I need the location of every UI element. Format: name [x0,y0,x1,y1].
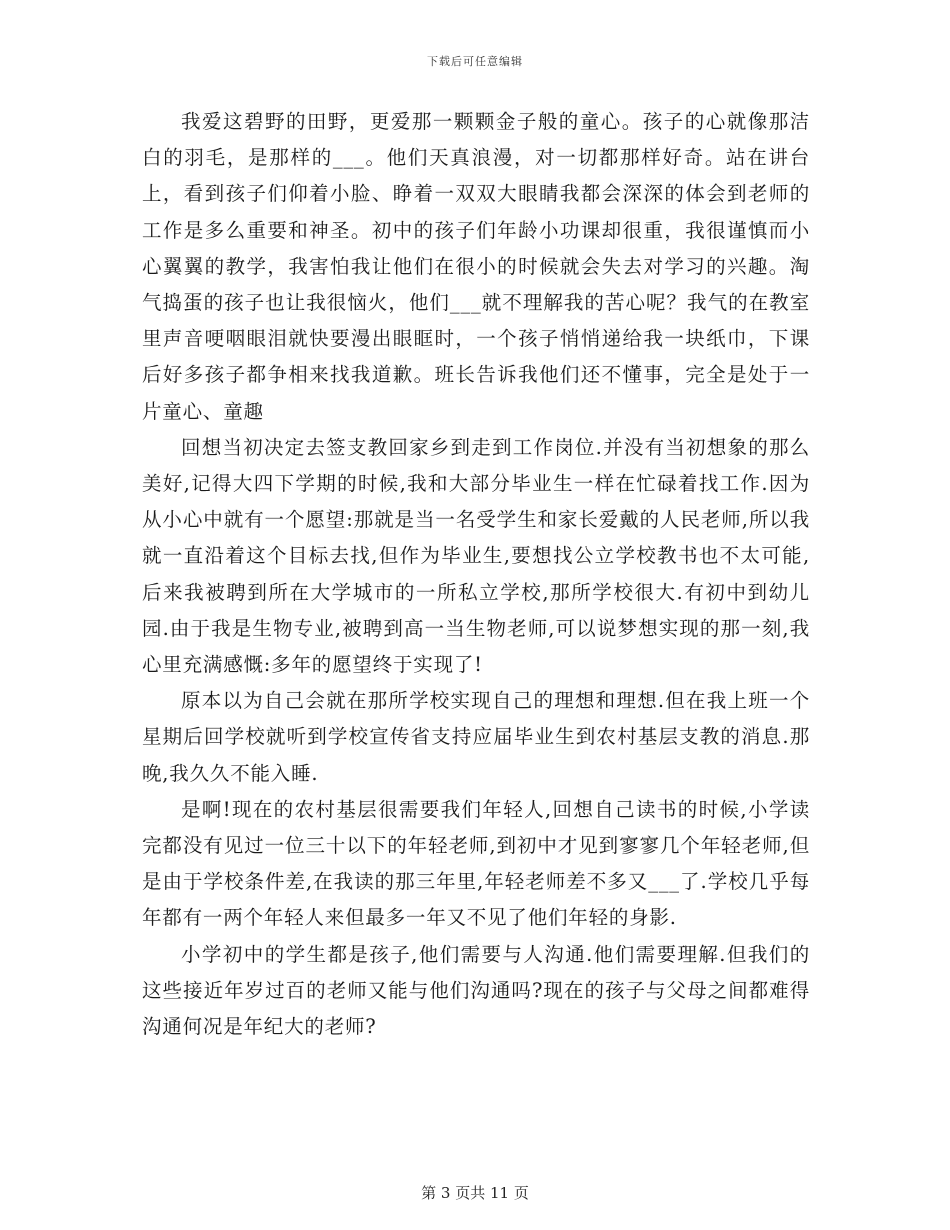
paragraph-1: 我爱这碧野的田野，更爱那一颗颗金子般的童心。孩子的心就像那洁白的羽毛，是那样的___。他们天真浪漫，对一切都那样好奇。站在讲台上，看到孩子们仰着小脸、睁着一双双大眼睛我都会深深的体会到老师的工作是多么重要和神圣。初中的孩子们年龄小功课却很重，我很谨慎而小心翼翼的教学，我害怕我让他们在很小的时候就会失去对学习的兴趣。淘气捣蛋的孩子也让我很恼火，他们___就不理解我的苦心呢？我气的在教室里声音哽咽眼泪就快要漫出眼眶时，一个孩子悄悄递给我一块纸巾，下课后好多孩子都争相来找我道歉。班长告诉我他们还不懂事，完全是处于一片童心、童趣 [142,110,810,423]
document-body [142,104,810,1045]
page-number-footer: 第 3 页共 11 页 [421,1184,529,1202]
page-header: 下载后可任意编辑 [427,55,523,68]
paragraph-5: 小学初中的学生都是孩子,他们需要与人沟通.他们需要理解.但我们的这些接近年岁过百的老师又能与他们沟通吗?现在的孩子与父母之间都难得沟通何况是年纪大的老师? [142,942,810,1039]
paragraph-4: 是啊!现在的农村基层很需要我们年轻人,回想自己读书的时候,小学读完都没有见过一位三十以下的年轻老师,到初中才见到寥寥几个年轻老师,但是由于学校条件差,在我读的那三年里,年轻老师差不多又___了.学校几乎每年都有一两个年轻人来但最多一年又不见了他们年轻的身影. [142,797,810,930]
paragraph-2: 回想当初决定去签支教回家乡到走到工作岗位.并没有当初想象的那么美好,记得大四下学期的时候,我和大部分毕业生一样在忙碌着找工作.因为从小心中就有一个愿望:那就是当一名受学生和家长爱戴的人民老师,所以我就一直沿着这个目标去找,但作为毕业生,要想找公立学校教书也不太可能,后来我被聘到所在大学城市的一所私立学校,那所学校很大.有初中到幼儿园.由于我是生物专业,被聘到高一当生物老师,可以说梦想实现的那一刻,我心里充满感慨:多年的愿望终于实现了! [142,435,810,677]
paragraph-3: 原本以为自己会就在那所学校实现自己的理想和理想.但在我上班一个星期后回学校就听到学校宣传省支持应届毕业生到农村基层支教的消息.那晚,我久久不能入睡. [142,689,810,785]
